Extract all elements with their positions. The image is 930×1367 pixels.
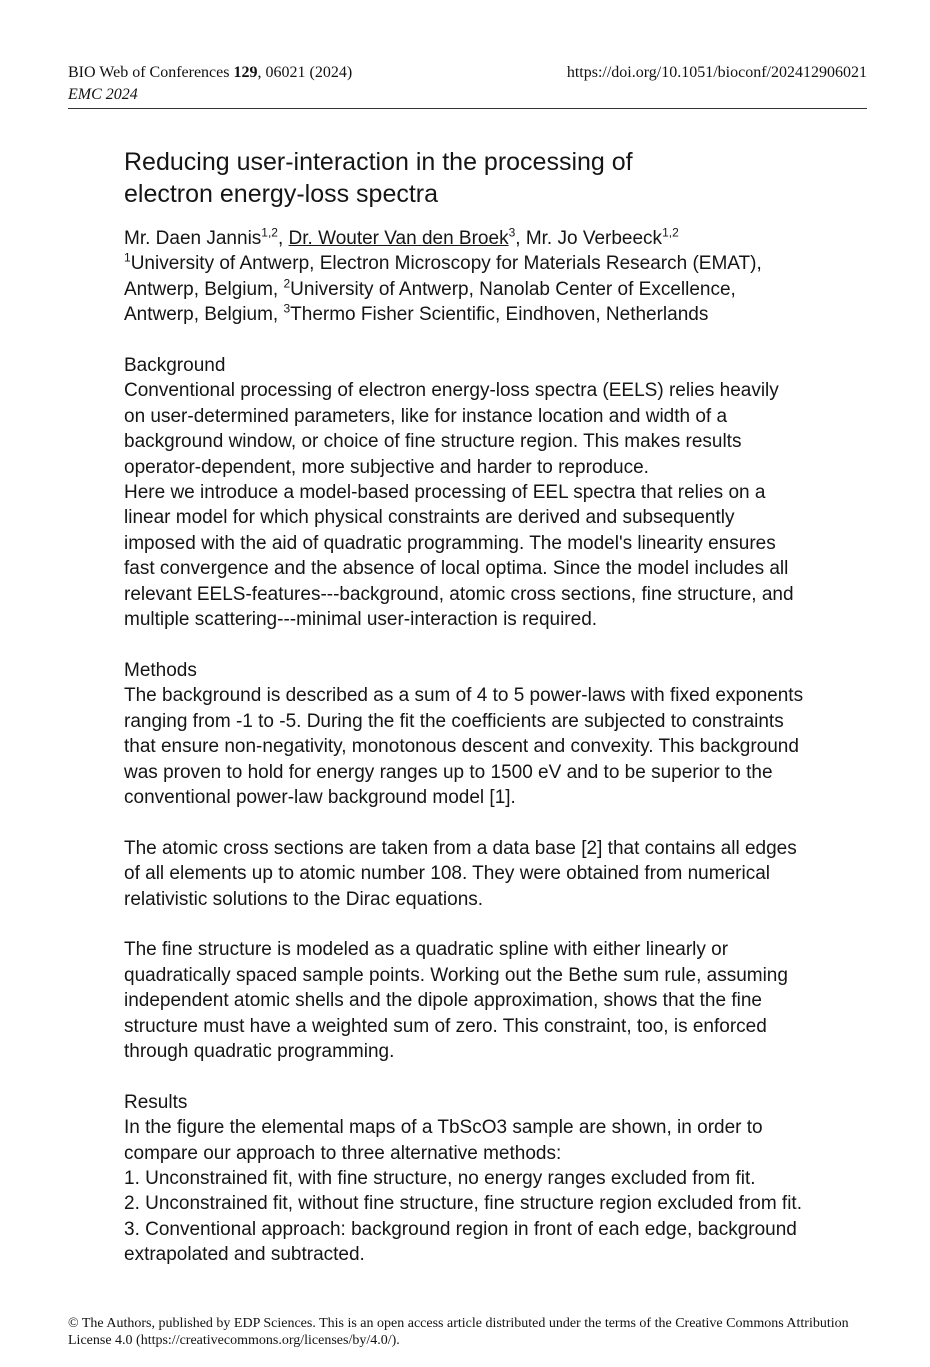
author-list: Mr. Daen Jannis$^{1,2}$, Dr. Wouter Van den Broek$^3$, Mr. Jo Verbeeck$^{1,2}$ <box>124 225 679 249</box>
paragraph: The background is described as a sum of 4 to 5 power-laws with fixed exponents ranging from -1 to -5. During the fit the coefficients are subjected to constraints that ensure non-negativity, monotonous descent and convexity. This background was proven to hold for energy ranges up to 1500 eV and to be superior to the conventional power-law background model [1]. <box>124 685 804 808</box>
spacer <box>124 912 804 937</box>
section-heading: Methods <box>124 659 197 681</box>
conference-name: EMC 2024 <box>68 86 138 103</box>
spacer <box>124 810 804 835</box>
author-2-presenting: Dr. Wouter Van den Broek <box>288 228 509 249</box>
paragraph: The atomic cross sections are taken from a data base [2] that contains all edges of all elements up to atomic number 108. They were obtained from numerical relativistic solutions to the Dirac equations. <box>124 837 797 910</box>
section-heading: Background <box>124 355 226 377</box>
affiliations: $^1$University of Antwerp, Electron Microscopy for Materials Research (EMAT), Antwerp, Belgium, $^2$University of Antwerp, Nanolab Center of Excellence, Antwerp, Belgium, $^3$Thermo Fisher Scientific, Eindhoven, Netherlands <box>124 251 762 326</box>
volume-number: 129 <box>233 64 258 81</box>
paragraph: Conventional processing of electron energy-loss spectra (EELS) relies heavily on user-determined parameters, like for instance location and width of a background window, or choice of fine structure region. This makes results operator-dependent, more subjective and harder to reproduce. <box>124 380 779 478</box>
spacer <box>124 328 804 353</box>
paper-title: Reducing user-interaction in the processing of electron energy-loss spectra <box>124 148 633 208</box>
author-3: Mr. Jo Verbeeck <box>525 228 663 249</box>
paragraph: Here we introduce a model-based processing of EEL spectra that relies on a linear model for which physical constraints are derived and subsequently imposed with the aid of quadratic programming. The model's linearity ensures fast convergence and the absence of local optima. Since the model includes all relevant EELS-features---background, atomic cross sections, fine structure, and multiple scattering---minimal user-interaction is required. <box>124 482 794 631</box>
license-footer: © The Authors, published by EDP Sciences. This is an open access article distributed under the terms of the Creative Commons Attribution License 4.0 (https://creativecommons.org/licenses/by/4.0/). <box>68 1316 849 1348</box>
paragraph: The fine structure is modeled as a quadratic spline with either linearly or quadratically spaced sample points. Working out the Bethe sum rule, assuming independent atomic shells and the dipole approximation, shows that the fine structure must have a weighted sum of zero. This constraint, too, is enforced through quadratic programming. <box>124 939 788 1062</box>
spacer <box>124 1064 804 1089</box>
section-heading: Results <box>124 1091 188 1113</box>
section-background <box>124 353 804 632</box>
spacer <box>124 632 804 657</box>
list-item: 2. Unconstrained fit, without fine structure, fine structure region excluded from fit. <box>124 1193 802 1215</box>
section-results <box>124 1090 804 1268</box>
section-methods <box>124 658 804 1064</box>
list-item: 1. Unconstrained fit, with fine structure, no energy ranges excluded from fit. <box>124 1167 756 1189</box>
header-rule <box>68 108 867 109</box>
list-item: 3. Conventional approach: background region in front of each edge, background extrapolated and subtracted. <box>124 1218 797 1266</box>
doi-link[interactable]: https://doi.org/10.1051/bioconf/202412906021 <box>566 64 867 81</box>
journal-citation: BIO Web of Conferences 129, 06021 (2024) <box>68 64 353 81</box>
paragraph: In the figure the elemental maps of a TbScO3 sample are shown, in order to compare our approach to three alternative methods: <box>124 1117 763 1164</box>
running-header <box>68 62 867 106</box>
author-1: Mr. Daen Jannis <box>124 228 262 249</box>
paper-body <box>124 146 804 1268</box>
